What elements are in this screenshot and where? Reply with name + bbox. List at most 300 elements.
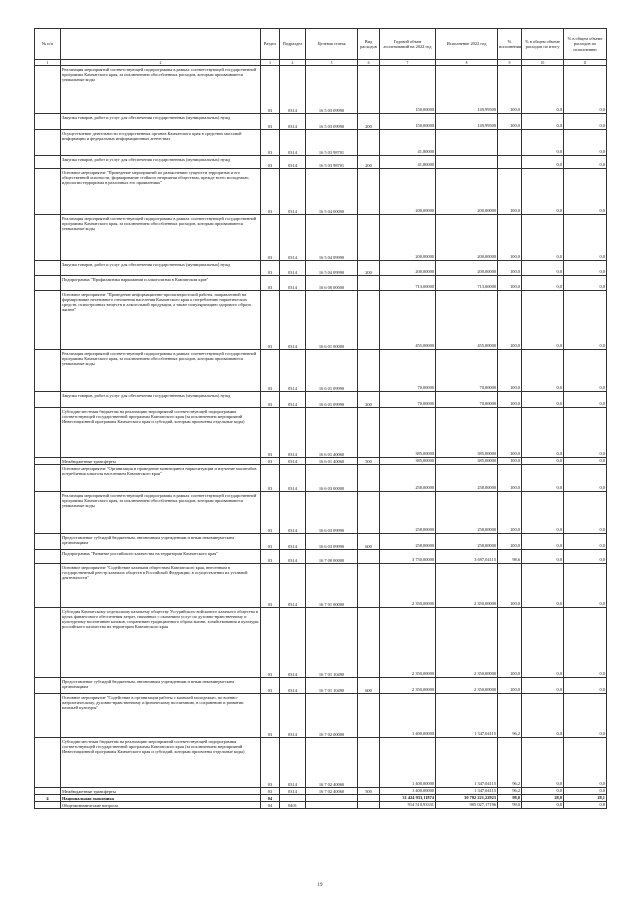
row-share-exec: 28,1 — [564, 795, 607, 802]
row-plan: 200,00000 — [380, 169, 436, 215]
row-plan: 713,00000 — [380, 276, 436, 291]
row-expense-type: 200 — [358, 261, 380, 276]
row-num — [35, 156, 61, 169]
row-pct: 100,0 — [498, 678, 522, 694]
row-section: 03 — [261, 550, 280, 564]
row-num — [35, 564, 61, 608]
row-num — [35, 114, 61, 130]
row-pct: 100,0 — [498, 534, 522, 550]
row-section: 04 — [261, 795, 280, 802]
table-row — [35, 291, 607, 350]
row-section: 03 — [261, 215, 280, 261]
row-share-total: 0,0 — [522, 114, 564, 130]
row-subsection: 0314 — [280, 156, 306, 169]
row-pct: 96,2 — [498, 788, 522, 795]
row-name: Основное мероприятие "Проведение информационно-пропагандистской работы, направленной на формирование негативного отношения населения Камчатского края к потреблению наркотических средств, психотропных веществ и алкогольной продукции, а также популяризацию здорового образа жизни" — [61, 291, 261, 350]
row-num — [35, 458, 61, 465]
row-exec: 200,00000 — [436, 215, 498, 261]
row-name: Межбюджетные трансферты — [61, 788, 261, 795]
budget-table-sheet — [34, 28, 606, 809]
row-subsection: 0314 — [280, 465, 306, 492]
row-subsection: 0314 — [280, 458, 306, 465]
row-share-total: 0,0 — [522, 392, 564, 408]
row-section: 03 — [261, 350, 280, 392]
row-name: Субсидия Камчатскому отдельскому казачьему обществу Уссурийского войскового казачьего общества в целях финансового обеспечения затрат, связанных с оказанием услуг по духовно-нравственному и культурному воспитанию казаков, сохранению традиционного образа жизни, хозяйствования и культуры российского казачества на территории Камчатского края — [61, 608, 261, 678]
row-target: 16 5 03 98701 — [306, 130, 358, 156]
row-target: 16 6 03 09990 — [306, 534, 358, 550]
table-row — [35, 392, 607, 408]
row-subsection: 0314 — [280, 215, 306, 261]
row-subsection — [280, 795, 306, 802]
table-row — [35, 408, 607, 458]
row-share-exec: 0,0 — [564, 169, 607, 215]
row-section: 03 — [261, 458, 280, 465]
row-share-exec: 0,0 — [564, 66, 607, 114]
header-num: № п/п — [35, 29, 61, 60]
row-exec: 70,00000 — [436, 392, 498, 408]
row-plan: 70,00000 — [380, 350, 436, 392]
row-expense-type — [358, 608, 380, 678]
row-num — [35, 738, 61, 788]
row-num — [35, 678, 61, 694]
row-share-total: 28,0 — [522, 795, 564, 802]
row-plan: 455,00000 — [380, 291, 436, 350]
row-exec — [436, 156, 498, 169]
row-expense-type: 500 — [358, 458, 380, 465]
header-exec: Исполнение 2022 год — [436, 29, 498, 60]
row-num — [35, 492, 61, 534]
row-target: 16 5 04 09990 — [306, 261, 358, 276]
row-num — [35, 392, 61, 408]
table-row — [35, 66, 607, 114]
header-share-exec: % в общем объеме расходов по исполнению — [564, 29, 607, 60]
row-num — [35, 66, 61, 114]
table-header-row — [35, 29, 607, 60]
row-exec: 30 782 221,22923 — [436, 795, 498, 802]
row-plan: 41,80000 — [380, 130, 436, 156]
row-name: Закупка товаров, работ и услуг для обеспечения государственных (муниципальных) нужд — [61, 114, 261, 130]
row-expense-type — [358, 550, 380, 564]
row-exec: 385,00000 — [436, 458, 498, 465]
row-exec: 1 347,04115 — [436, 694, 498, 738]
row-share-exec: 0,0 — [564, 114, 607, 130]
row-exec: 200,00000 — [436, 169, 498, 215]
row-share-total: 0,0 — [522, 291, 564, 350]
row-share-exec: 0,8 — [564, 802, 607, 809]
row-target: 16 5 03 09990 — [306, 114, 358, 130]
row-plan: 70,00000 — [380, 392, 436, 408]
table-row — [35, 350, 607, 392]
row-share-total: 0,0 — [522, 492, 564, 534]
row-pct: 100,0 — [498, 261, 522, 276]
row-expense-type — [358, 465, 380, 492]
header-target: Целевая статья — [306, 29, 358, 60]
row-exec: 2 350,00000 — [436, 678, 498, 694]
row-expense-type — [358, 694, 380, 738]
row-share-total: 0,0 — [522, 156, 564, 169]
row-subsection: 0314 — [280, 169, 306, 215]
row-exec — [436, 130, 498, 156]
row-plan: 258,00000 — [380, 492, 436, 534]
col-number: 3 — [261, 60, 280, 66]
row-pct: 100,0 — [498, 492, 522, 534]
row-section: 03 — [261, 678, 280, 694]
row-exec: 70,00000 — [436, 350, 498, 392]
row-target: 16 7 02 40060 — [306, 738, 358, 788]
row-section: 03 — [261, 788, 280, 795]
row-share-total: 0,0 — [522, 678, 564, 694]
row-name: Основное мероприятие "Содействие в организации работы с казачьей молодежью, по военно-патриотическому, духовно-нравственному и физическому воспитанию, в сохранению и развитии казачьей культуры" — [61, 694, 261, 738]
row-target — [306, 795, 358, 802]
row-pct: 100,0 — [498, 465, 522, 492]
row-section: 03 — [261, 534, 280, 550]
header-plan: Годовой объем ассигнований на 2022 год — [380, 29, 436, 60]
row-share-exec: 0,0 — [564, 564, 607, 608]
table-row — [35, 492, 607, 534]
row-name: Общеэкономические вопросы — [61, 802, 261, 809]
row-share-exec: 0,0 — [564, 738, 607, 788]
row-target: 16 7 01 10490 — [306, 678, 358, 694]
col-number: 2 — [61, 60, 261, 66]
row-subsection: 0314 — [280, 291, 306, 350]
row-expense-type: 200 — [358, 156, 380, 169]
row-subsection: 0314 — [280, 350, 306, 392]
table-row — [35, 169, 607, 215]
row-expense-type: 600 — [358, 534, 380, 550]
row-expense-type — [358, 738, 380, 788]
table-row — [35, 114, 607, 130]
table-row — [35, 694, 607, 738]
row-exec: 149,99500 — [436, 114, 498, 130]
row-share-exec: 0,0 — [564, 550, 607, 564]
row-plan: 1 400,00000 — [380, 788, 436, 795]
row-subsection: 0314 — [280, 534, 306, 550]
row-expense-type — [358, 169, 380, 215]
row-exec: 149,99500 — [436, 66, 498, 114]
table-row — [35, 458, 607, 465]
row-subsection: 0314 — [280, 608, 306, 678]
row-pct — [498, 156, 522, 169]
col-number: 8 — [436, 60, 498, 66]
row-name: Реализация мероприятий соответствующей подпрограммы в рамках соответствующей государственной программы Камчатского края, за исключением обособленных расходов, которым присваиваются уникальные коды — [61, 215, 261, 261]
table-row — [35, 465, 607, 492]
row-share-exec: 0,0 — [564, 291, 607, 350]
row-pct: 100,0 — [498, 114, 522, 130]
table-body — [35, 66, 607, 809]
row-name: Национальная экономика — [61, 795, 261, 802]
row-pct: 96,2 — [498, 694, 522, 738]
row-share-total: 0,8 — [522, 802, 564, 809]
row-name: Предоставление субсидий бюджетным, автономным учреждениям и иным некоммерческим организациям — [61, 678, 261, 694]
row-plan: 258,00000 — [380, 534, 436, 550]
row-share-exec: 0,0 — [564, 261, 607, 276]
row-target: 16 7 02 40060 — [306, 788, 358, 795]
row-exec: 258,00000 — [436, 465, 498, 492]
row-share-total: 0,0 — [522, 261, 564, 276]
table-row — [35, 156, 607, 169]
row-num — [35, 534, 61, 550]
row-name: Субсидии местным бюджетам на реализацию мероприятий соответствующей подпрограммы соответствующей государственной программы Камчатского края (за исключением мероприятий Инвестиционной программы Камчатского края и субсидий, которым присвоены отдельные коды) — [61, 408, 261, 458]
row-num — [35, 550, 61, 564]
row-exec: 2 350,00000 — [436, 564, 498, 608]
row-section: 03 — [261, 276, 280, 291]
row-target: 16 7 00 00000 — [306, 550, 358, 564]
table-row — [35, 130, 607, 156]
row-plan: 258,00000 — [380, 465, 436, 492]
row-exec: 713,00000 — [436, 276, 498, 291]
row-num — [35, 350, 61, 392]
row-section: 03 — [261, 465, 280, 492]
row-expense-type — [358, 564, 380, 608]
row-share-total: 0,0 — [522, 465, 564, 492]
row-exec: 258,00000 — [436, 492, 498, 534]
row-share-exec: 0,0 — [564, 534, 607, 550]
row-plan: 385,00000 — [380, 408, 436, 458]
row-plan: 150,00000 — [380, 114, 436, 130]
row-subsection: 0314 — [280, 678, 306, 694]
row-pct — [498, 130, 522, 156]
row-section: 03 — [261, 408, 280, 458]
row-plan: 385,00000 — [380, 458, 436, 465]
row-share-exec: 0,0 — [564, 276, 607, 291]
row-pct: 100,0 — [498, 66, 522, 114]
row-pct: 96,2 — [498, 738, 522, 788]
row-share-exec: 0,0 — [564, 458, 607, 465]
row-section: 03 — [261, 66, 280, 114]
row-num — [35, 261, 61, 276]
row-section: 03 — [261, 694, 280, 738]
row-share-exec: 0,0 — [564, 215, 607, 261]
row-target: 16 7 01 10490 — [306, 608, 358, 678]
row-target: 16 6 03 09990 — [306, 492, 358, 534]
row-name: Закупка товаров, работ и услуг для обеспечения государственных (муниципальных) нужд — [61, 261, 261, 276]
row-target: 16 6 03 00000 — [306, 465, 358, 492]
row-subsection: 0314 — [280, 276, 306, 291]
row-plan: 200,00000 — [380, 215, 436, 261]
row-num — [35, 465, 61, 492]
row-subsection: 0314 — [280, 66, 306, 114]
row-share-total: 0,0 — [522, 169, 564, 215]
col-number: 9 — [498, 60, 522, 66]
row-name: Основное мероприятие "Содействие казачьим обществам Камчатского края, внесенным в государственный реестр казачьих обществ в Российской Федерации, в осуществлении их уставной деятельности" — [61, 564, 261, 608]
row-expense-type — [358, 492, 380, 534]
row-name: Закупка товаров, работ и услуг для обеспечения государственных (муниципальных) нужд — [61, 392, 261, 408]
row-plan: 41,80000 — [380, 156, 436, 169]
row-share-total: 0,0 — [522, 564, 564, 608]
row-subsection: 0314 — [280, 738, 306, 788]
header-subsection: Подраздел — [280, 29, 306, 60]
row-pct: 100,0 — [498, 392, 522, 408]
row-share-exec: 0,0 — [564, 130, 607, 156]
header-pct: % исполнения — [498, 29, 522, 60]
row-pct: 100,0 — [498, 564, 522, 608]
row-pct: 100,0 — [498, 169, 522, 215]
col-number: 4 — [280, 60, 306, 66]
row-name: Основное мероприятие "Проведение мероприятий по разъяснению сущности терроризма и его общественной опасности, формирование стойкого неприятия обществом, прежде всего молодежью, идеологии терроризма в различных его проявлениях" — [61, 169, 261, 215]
row-expense-type — [358, 350, 380, 392]
col-number: 6 — [358, 60, 380, 66]
row-num — [35, 408, 61, 458]
row-num — [35, 802, 61, 809]
row-target: 16 6 01 00000 — [306, 291, 358, 350]
row-target: 16 7 02 00000 — [306, 694, 358, 738]
table-row — [35, 788, 607, 795]
row-pct: 100,0 — [498, 215, 522, 261]
row-pct: 98,0 — [498, 795, 522, 802]
table-row — [35, 534, 607, 550]
row-plan: 914 510,93331 — [380, 802, 436, 809]
row-target: 16 6 01 40060 — [306, 458, 358, 465]
row-subsection: 0314 — [280, 550, 306, 564]
row-share-total: 0,0 — [522, 788, 564, 795]
row-expense-type — [358, 215, 380, 261]
row-section: 03 — [261, 738, 280, 788]
row-name: Реализация мероприятий соответствующей подпрограммы в рамках соответствующей государственной программы Камчатского края, за исключением обособленных расходов, которым присваиваются уникальные коды — [61, 66, 261, 114]
row-plan: 31 424 933,11874 — [380, 795, 436, 802]
row-num — [35, 169, 61, 215]
row-share-total: 0,0 — [522, 694, 564, 738]
table-row — [35, 738, 607, 788]
row-name: Реализация мероприятий соответствующей подпрограммы в рамках соответствующей государственной программы Камчатского края, за исключением обособленных расходов, которым присваиваются уникальные коды — [61, 492, 261, 534]
row-section: 03 — [261, 608, 280, 678]
row-subsection: 0314 — [280, 261, 306, 276]
row-section: 03 — [261, 564, 280, 608]
row-exec: 200,00000 — [436, 261, 498, 276]
row-share-total: 0,0 — [522, 66, 564, 114]
row-share-total: 0,0 — [522, 215, 564, 261]
header-share-total: % в общем объеме расходов по итогу — [522, 29, 564, 60]
table-row — [35, 795, 607, 802]
row-target: 16 6 00 00000 — [306, 276, 358, 291]
table-row — [35, 802, 607, 809]
col-number: 5 — [306, 60, 358, 66]
row-expense-type — [358, 276, 380, 291]
row-name: Закупка товаров, работ и услуг для обеспечения государственных (муниципальных) нужд — [61, 156, 261, 169]
row-exec: 455,00000 — [436, 291, 498, 350]
row-exec: 3 697,04115 — [436, 550, 498, 564]
row-pct: 100,0 — [498, 291, 522, 350]
row-exec: 905 027,17196 — [436, 802, 498, 809]
row-section: 03 — [261, 492, 280, 534]
row-plan: 1 400,00000 — [380, 694, 436, 738]
row-pct: 100,0 — [498, 276, 522, 291]
row-expense-type: 500 — [358, 788, 380, 795]
row-share-exec: 0,0 — [564, 408, 607, 458]
row-expense-type — [358, 795, 380, 802]
col-number: 1 — [35, 60, 61, 66]
row-subsection: 0314 — [280, 114, 306, 130]
row-subsection: 0314 — [280, 130, 306, 156]
row-section: 03 — [261, 261, 280, 276]
row-share-total: 0,0 — [522, 130, 564, 156]
row-share-total: 0,0 — [522, 408, 564, 458]
row-share-exec: 0,0 — [564, 678, 607, 694]
table-row — [35, 215, 607, 261]
row-section: 03 — [261, 291, 280, 350]
header-name — [61, 29, 261, 60]
col-number: 11 — [564, 60, 607, 66]
row-section: 04 — [261, 802, 280, 809]
row-name: Субсидии местным бюджетам на реализацию мероприятий соответствующей подпрограммы соответствующей государственной программы Камчатского края (за исключением мероприятий Инвестиционной программы Камчатского края и субсидий, которым присвоены отдельные коды) — [61, 738, 261, 788]
row-share-total: 0,0 — [522, 534, 564, 550]
row-pct: 100,0 — [498, 350, 522, 392]
row-share-total: 0,0 — [522, 276, 564, 291]
table-row — [35, 261, 607, 276]
row-name: Предоставление субсидий бюджетным, автономным учреждениям и иным некоммерческим организациям — [61, 534, 261, 550]
row-share-total: 0,0 — [522, 738, 564, 788]
row-share-total: 0,0 — [522, 458, 564, 465]
row-subsection: 0314 — [280, 694, 306, 738]
row-subsection: 0314 — [280, 392, 306, 408]
row-pct: 100,0 — [498, 408, 522, 458]
row-section: 03 — [261, 169, 280, 215]
table-row — [35, 608, 607, 678]
row-target: 16 7 01 00000 — [306, 564, 358, 608]
row-num — [35, 291, 61, 350]
row-num — [35, 215, 61, 261]
row-num — [35, 788, 61, 795]
row-expense-type — [358, 130, 380, 156]
row-share-exec: 0,0 — [564, 608, 607, 678]
row-expense-type: 200 — [358, 114, 380, 130]
page-number: 19 — [317, 883, 323, 888]
table-row — [35, 276, 607, 291]
row-target: 16 5 03 98701 — [306, 156, 358, 169]
row-plan: 2 350,00000 — [380, 608, 436, 678]
row-exec: 1 347,04115 — [436, 788, 498, 795]
row-share-exec: 0,0 — [564, 156, 607, 169]
row-share-total: 0,0 — [522, 350, 564, 392]
row-pct: 99,0 — [498, 802, 522, 809]
row-num — [35, 130, 61, 156]
row-name: Реализация мероприятий соответствующей подпрограммы в рамках соответствующей государственной программы Камчатского края, за исключением обособленных расходов, которым присваиваются уникальные коды — [61, 350, 261, 392]
row-share-exec: 0,0 — [564, 392, 607, 408]
table-row — [35, 564, 607, 608]
row-target — [306, 802, 358, 809]
row-share-total: 0,0 — [522, 608, 564, 678]
row-plan: 2 350,00000 — [380, 564, 436, 608]
row-section: 03 — [261, 156, 280, 169]
row-plan: 2 350,00000 — [380, 678, 436, 694]
row-expense-type — [358, 802, 380, 809]
row-expense-type: 200 — [358, 392, 380, 408]
row-name: Подпрограмма "Развитие российского казачества на территории Камчатского края" — [61, 550, 261, 564]
row-share-exec: 0,0 — [564, 465, 607, 492]
header-expense-type: Вид расходов — [358, 29, 380, 60]
row-pct: 98,6 — [498, 550, 522, 564]
row-subsection: 0314 — [280, 564, 306, 608]
row-subsection: 0314 — [280, 492, 306, 534]
row-target: 16 6 01 40060 — [306, 408, 358, 458]
row-exec: 2 350,00000 — [436, 608, 498, 678]
row-plan: 3 750,00000 — [380, 550, 436, 564]
row-share-exec: 0,0 — [564, 694, 607, 738]
row-plan: 1 400,00000 — [380, 738, 436, 788]
col-number: 7 — [380, 60, 436, 66]
row-expense-type — [358, 66, 380, 114]
budget-execution-table — [34, 28, 607, 809]
row-name: Подпрограмма "Профилактика наркомании и алкоголизма в Камчатском крае" — [61, 276, 261, 291]
table-row — [35, 678, 607, 694]
row-subsection: 0314 — [280, 788, 306, 795]
row-name: Основное мероприятие "Организация и проведение мониторинга наркоситуации и изучение масштабов потребления алкоголя населением Камчатского края" — [61, 465, 261, 492]
row-share-exec: 0,0 — [564, 492, 607, 534]
row-target: 16 6 01 09990 — [306, 350, 358, 392]
row-subsection: 0401 — [280, 802, 306, 809]
row-plan: 150,00000 — [380, 66, 436, 114]
row-num — [35, 694, 61, 738]
row-num — [35, 276, 61, 291]
